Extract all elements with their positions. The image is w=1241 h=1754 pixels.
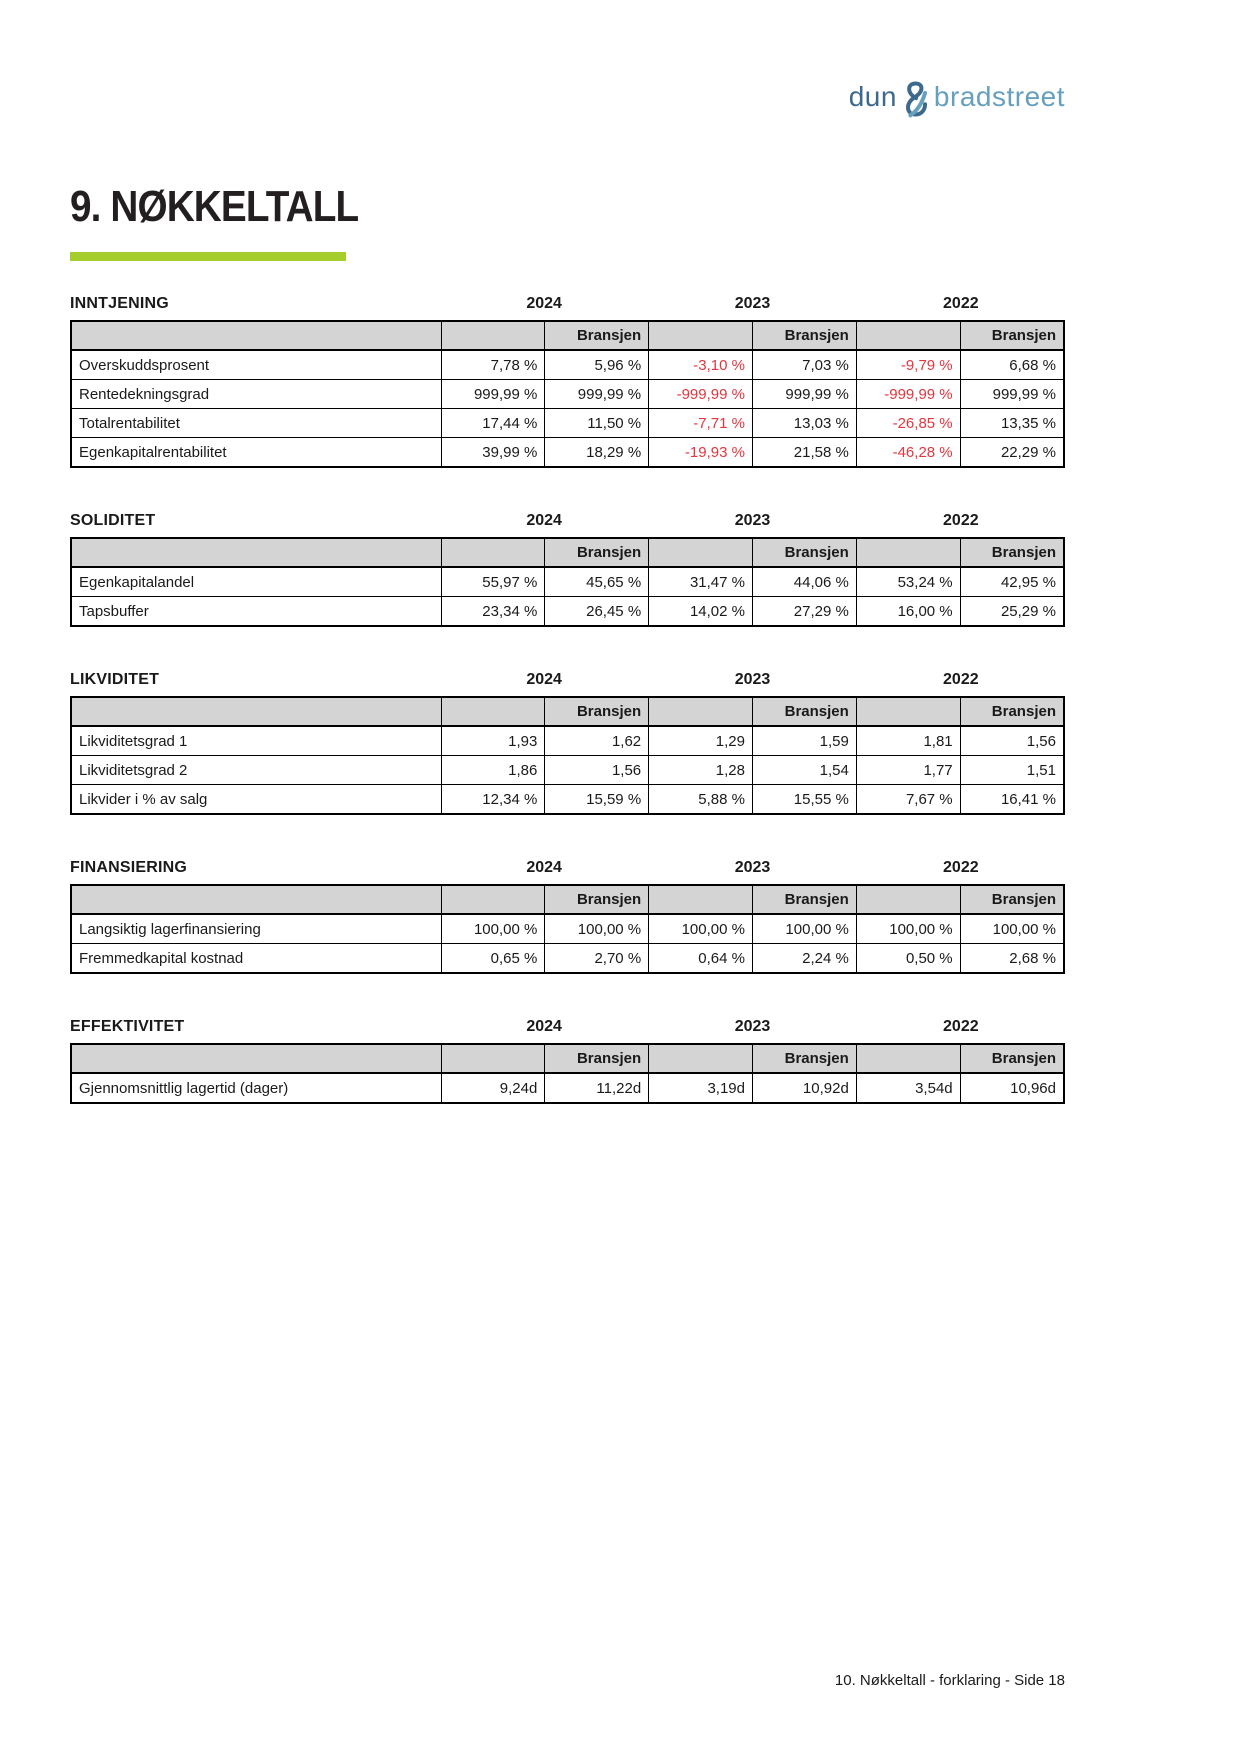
bransjen-header: Bransjen xyxy=(545,885,649,914)
value-cell: 26,45 % xyxy=(545,597,649,627)
section-header xyxy=(70,1018,1065,1036)
year-label: 2023 xyxy=(734,1018,771,1035)
year-label: 2024 xyxy=(526,295,562,312)
dun-and-bradstreet-logo xyxy=(849,80,1065,114)
header-empty-cell xyxy=(441,885,545,914)
value-cell: 53,24 % xyxy=(856,567,960,597)
value-cell: 42,95 % xyxy=(960,567,1064,597)
value-cell: 1,77 xyxy=(856,756,960,785)
value-cell: 5,96 % xyxy=(545,350,649,380)
value-cell: 1,28 xyxy=(649,756,753,785)
logo-text-dun: dun xyxy=(848,81,897,112)
value-cell: 6,68 % xyxy=(960,350,1064,380)
header-empty-cell xyxy=(856,1044,960,1073)
table-row xyxy=(71,380,1064,409)
kpi-table xyxy=(70,320,1065,468)
bransjen-header: Bransjen xyxy=(960,697,1064,726)
row-label: Totalrentabilitet xyxy=(71,409,441,438)
value-cell: 1,81 xyxy=(856,726,960,756)
row-label: Rentedekningsgrad xyxy=(71,380,441,409)
value-cell: 7,67 % xyxy=(856,785,960,815)
year-label: 2023 xyxy=(734,859,771,876)
header-empty-cell xyxy=(71,538,441,567)
header-empty-cell xyxy=(649,697,753,726)
header-empty-cell xyxy=(441,1044,545,1073)
bransjen-header: Bransjen xyxy=(545,1044,649,1073)
header-empty-cell xyxy=(856,538,960,567)
value-cell: 1,59 xyxy=(752,726,856,756)
year-label: 2023 xyxy=(734,671,771,688)
value-cell: 100,00 % xyxy=(752,914,856,944)
value-cell: 23,34 % xyxy=(441,597,545,627)
value-cell: 100,00 % xyxy=(649,914,753,944)
value-cell: 7,78 % xyxy=(441,350,545,380)
table-row xyxy=(71,409,1064,438)
table-header-row xyxy=(71,1044,1064,1073)
section-title: LIKVIDITET xyxy=(70,671,160,688)
bransjen-header: Bransjen xyxy=(545,697,649,726)
year-label: 2022 xyxy=(943,859,979,876)
kpi-table xyxy=(70,537,1065,627)
section-header xyxy=(70,512,1065,530)
year-label: 2022 xyxy=(943,295,979,312)
table-row xyxy=(71,726,1064,756)
value-cell: 0,50 % xyxy=(856,944,960,974)
value-cell: 39,99 % xyxy=(441,438,545,468)
value-cell: 3,54d xyxy=(856,1073,960,1103)
bransjen-header: Bransjen xyxy=(752,885,856,914)
value-cell: 16,41 % xyxy=(960,785,1064,815)
bransjen-header: Bransjen xyxy=(752,321,856,350)
value-cell: 1,62 xyxy=(545,726,649,756)
value-cell: 2,70 % xyxy=(545,944,649,974)
table-header-row xyxy=(71,885,1064,914)
year-label: 2022 xyxy=(943,512,979,529)
section-header xyxy=(70,859,1065,877)
table-row xyxy=(71,914,1064,944)
header-empty-cell xyxy=(441,321,545,350)
page-content xyxy=(70,0,1065,1104)
value-cell: 1,93 xyxy=(441,726,545,756)
bransjen-header: Bransjen xyxy=(960,321,1064,350)
value-cell: 44,06 % xyxy=(752,567,856,597)
value-cell: 15,55 % xyxy=(752,785,856,815)
table-header-row xyxy=(71,538,1064,567)
value-cell: 27,29 % xyxy=(752,597,856,627)
value-cell: 100,00 % xyxy=(441,914,545,944)
page-footer: 10. Nøkkeltall - forklaring - Side 18 xyxy=(834,1672,1065,1689)
section-title: EFFEKTIVITET xyxy=(70,1018,185,1035)
value-cell: 999,99 % xyxy=(960,380,1064,409)
value-cell: 100,00 % xyxy=(545,914,649,944)
header-empty-cell xyxy=(649,1044,753,1073)
value-cell: 21,58 % xyxy=(752,438,856,468)
row-label: Likviditetsgrad 2 xyxy=(71,756,441,785)
logo-text-bradstreet: bradstreet xyxy=(933,81,1065,112)
value-cell: 999,99 % xyxy=(441,380,545,409)
table-row xyxy=(71,785,1064,815)
table-row xyxy=(71,567,1064,597)
bransjen-header: Bransjen xyxy=(960,1044,1064,1073)
header-empty-cell xyxy=(856,885,960,914)
value-cell: -19,93 % xyxy=(649,438,753,468)
value-cell: -9,79 % xyxy=(856,350,960,380)
year-label: 2024 xyxy=(526,1018,562,1035)
value-cell: 999,99 % xyxy=(545,380,649,409)
value-cell: 13,35 % xyxy=(960,409,1064,438)
value-cell: 13,03 % xyxy=(752,409,856,438)
value-cell: 3,19d xyxy=(649,1073,753,1103)
row-label: Egenkapitalrentabilitet xyxy=(71,438,441,468)
header-empty-cell xyxy=(441,538,545,567)
value-cell: 1,56 xyxy=(545,756,649,785)
section-likviditet xyxy=(70,671,1065,815)
accent-bar xyxy=(70,252,346,261)
value-cell: 18,29 % xyxy=(545,438,649,468)
section-title: INNTJENING xyxy=(70,295,169,312)
section-title: SOLIDITET xyxy=(70,512,156,529)
year-label: 2024 xyxy=(526,671,562,688)
header-empty-cell xyxy=(649,321,753,350)
value-cell: 0,65 % xyxy=(441,944,545,974)
value-cell: 22,29 % xyxy=(960,438,1064,468)
header-empty-cell xyxy=(441,697,545,726)
row-label: Overskuddsprosent xyxy=(71,350,441,380)
row-label: Likviditetsgrad 1 xyxy=(71,726,441,756)
value-cell: 2,24 % xyxy=(752,944,856,974)
value-cell: 55,97 % xyxy=(441,567,545,597)
kpi-table xyxy=(70,1043,1065,1104)
value-cell: 31,47 % xyxy=(649,567,753,597)
value-cell: 16,00 % xyxy=(856,597,960,627)
value-cell: -46,28 % xyxy=(856,438,960,468)
value-cell: 9,24d xyxy=(441,1073,545,1103)
row-label: Likvider i % av salg xyxy=(71,785,441,815)
row-label: Fremmedkapital kostnad xyxy=(71,944,441,974)
table-row xyxy=(71,1073,1064,1103)
value-cell: 1,54 xyxy=(752,756,856,785)
value-cell: 17,44 % xyxy=(441,409,545,438)
year-label: 2023 xyxy=(734,295,771,312)
section-soliditet xyxy=(70,512,1065,627)
header-empty-cell xyxy=(71,321,441,350)
ampersand-icon xyxy=(901,80,931,118)
value-cell: 11,22d xyxy=(545,1073,649,1103)
value-cell: 2,68 % xyxy=(960,944,1064,974)
value-cell: 11,50 % xyxy=(545,409,649,438)
section-inntjening xyxy=(70,295,1065,468)
kpi-tables xyxy=(70,295,1065,1104)
value-cell: 0,64 % xyxy=(649,944,753,974)
value-cell: 5,88 % xyxy=(649,785,753,815)
table-row xyxy=(71,756,1064,785)
value-cell: 12,34 % xyxy=(441,785,545,815)
section-effektivitet xyxy=(70,1018,1065,1104)
value-cell: 1,86 xyxy=(441,756,545,785)
table-row xyxy=(71,597,1064,627)
value-cell: -999,99 % xyxy=(856,380,960,409)
value-cell: 1,29 xyxy=(649,726,753,756)
header-empty-cell xyxy=(649,538,753,567)
header xyxy=(70,0,1065,114)
value-cell: -999,99 % xyxy=(649,380,753,409)
bransjen-header: Bransjen xyxy=(545,321,649,350)
bransjen-header: Bransjen xyxy=(545,538,649,567)
header-empty-cell xyxy=(856,697,960,726)
value-cell: 1,51 xyxy=(960,756,1064,785)
bransjen-header: Bransjen xyxy=(960,538,1064,567)
value-cell: 999,99 % xyxy=(752,380,856,409)
value-cell: 7,03 % xyxy=(752,350,856,380)
value-cell: -3,10 % xyxy=(649,350,753,380)
value-cell: 10,96d xyxy=(960,1073,1064,1103)
header-empty-cell xyxy=(856,321,960,350)
table-row xyxy=(71,438,1064,468)
page-title: 9. NØKKELTALL xyxy=(70,182,359,231)
bransjen-header: Bransjen xyxy=(752,538,856,567)
table-row xyxy=(71,944,1064,974)
value-cell: 10,92d xyxy=(752,1073,856,1103)
value-cell: -7,71 % xyxy=(649,409,753,438)
row-label: Egenkapitalandel xyxy=(71,567,441,597)
year-label: 2024 xyxy=(526,512,562,529)
value-cell: -26,85 % xyxy=(856,409,960,438)
bransjen-header: Bransjen xyxy=(752,697,856,726)
header-empty-cell xyxy=(649,885,753,914)
table-row xyxy=(71,350,1064,380)
value-cell: 100,00 % xyxy=(960,914,1064,944)
section-title: FINANSIERING xyxy=(70,859,188,876)
year-label: 2024 xyxy=(526,859,562,876)
row-label: Tapsbuffer xyxy=(71,597,441,627)
header-empty-cell xyxy=(71,1044,441,1073)
row-label: Gjennomsnittlig lagertid (dager) xyxy=(71,1073,441,1103)
header-empty-cell xyxy=(71,697,441,726)
year-label: 2022 xyxy=(943,671,979,688)
value-cell: 1,56 xyxy=(960,726,1064,756)
section-finansiering xyxy=(70,859,1065,974)
value-cell: 25,29 % xyxy=(960,597,1064,627)
value-cell: 15,59 % xyxy=(545,785,649,815)
value-cell: 100,00 % xyxy=(856,914,960,944)
row-label: Langsiktig lagerfinansiering xyxy=(71,914,441,944)
value-cell: 45,65 % xyxy=(545,567,649,597)
header-empty-cell xyxy=(71,885,441,914)
value-cell: 14,02 % xyxy=(649,597,753,627)
year-label: 2022 xyxy=(943,1018,979,1035)
year-label: 2023 xyxy=(734,512,771,529)
bransjen-header: Bransjen xyxy=(960,885,1064,914)
kpi-table xyxy=(70,884,1065,974)
table-header-row xyxy=(71,321,1064,350)
section-header xyxy=(70,295,1065,313)
kpi-table xyxy=(70,696,1065,815)
bransjen-header: Bransjen xyxy=(752,1044,856,1073)
section-header xyxy=(70,671,1065,689)
table-header-row xyxy=(71,697,1064,726)
